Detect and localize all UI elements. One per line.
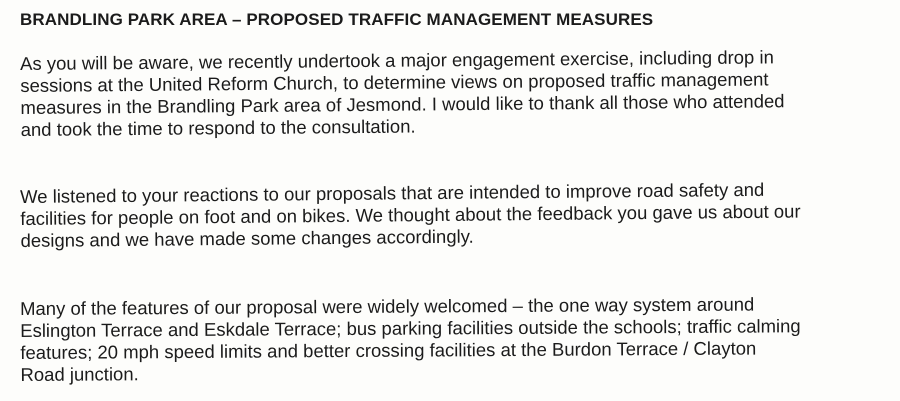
paragraph-features (20, 293, 891, 386)
document-title: BRANDLING PARK AREA – PROPOSED TRAFFIC MANAGEMENT MEASURES (20, 10, 654, 29)
text-line: and took the time to respond to the consultation. (20, 115, 416, 140)
text-line: features; 20 mph speed limits and better crossing facilities at the Burdon Terrace / Clayton (20, 337, 757, 363)
paragraph-feedback (20, 178, 891, 252)
text-line: measures in the Brandling Park area of Jesmond. I would like to thank all those who attended (20, 90, 785, 118)
paragraph-consultation (20, 45, 891, 141)
text-line: Many of the features of our proposal were widely welcomed – the one way system around (20, 293, 755, 319)
text-line: facilities for people on foot and on bikes. We thought about the feedback you gave us about our (20, 200, 801, 229)
text-line: Road junction. (20, 363, 139, 385)
text-line: As you will be aware, we recently undertook a major engagement exercise, including drop in (20, 46, 774, 74)
text-line: We listened to your reactions to our proposals that are intended to improve road safety and (20, 178, 765, 207)
text-line: sessions at the United Reform Church, to determine views on proposed traffic management (20, 68, 769, 96)
text-line: designs and we have made some changes accordingly. (20, 225, 474, 251)
text-line: Eslington Terrace and Eskdale Terrace; bus parking facilities outside the schools; traffic calming (20, 315, 801, 341)
